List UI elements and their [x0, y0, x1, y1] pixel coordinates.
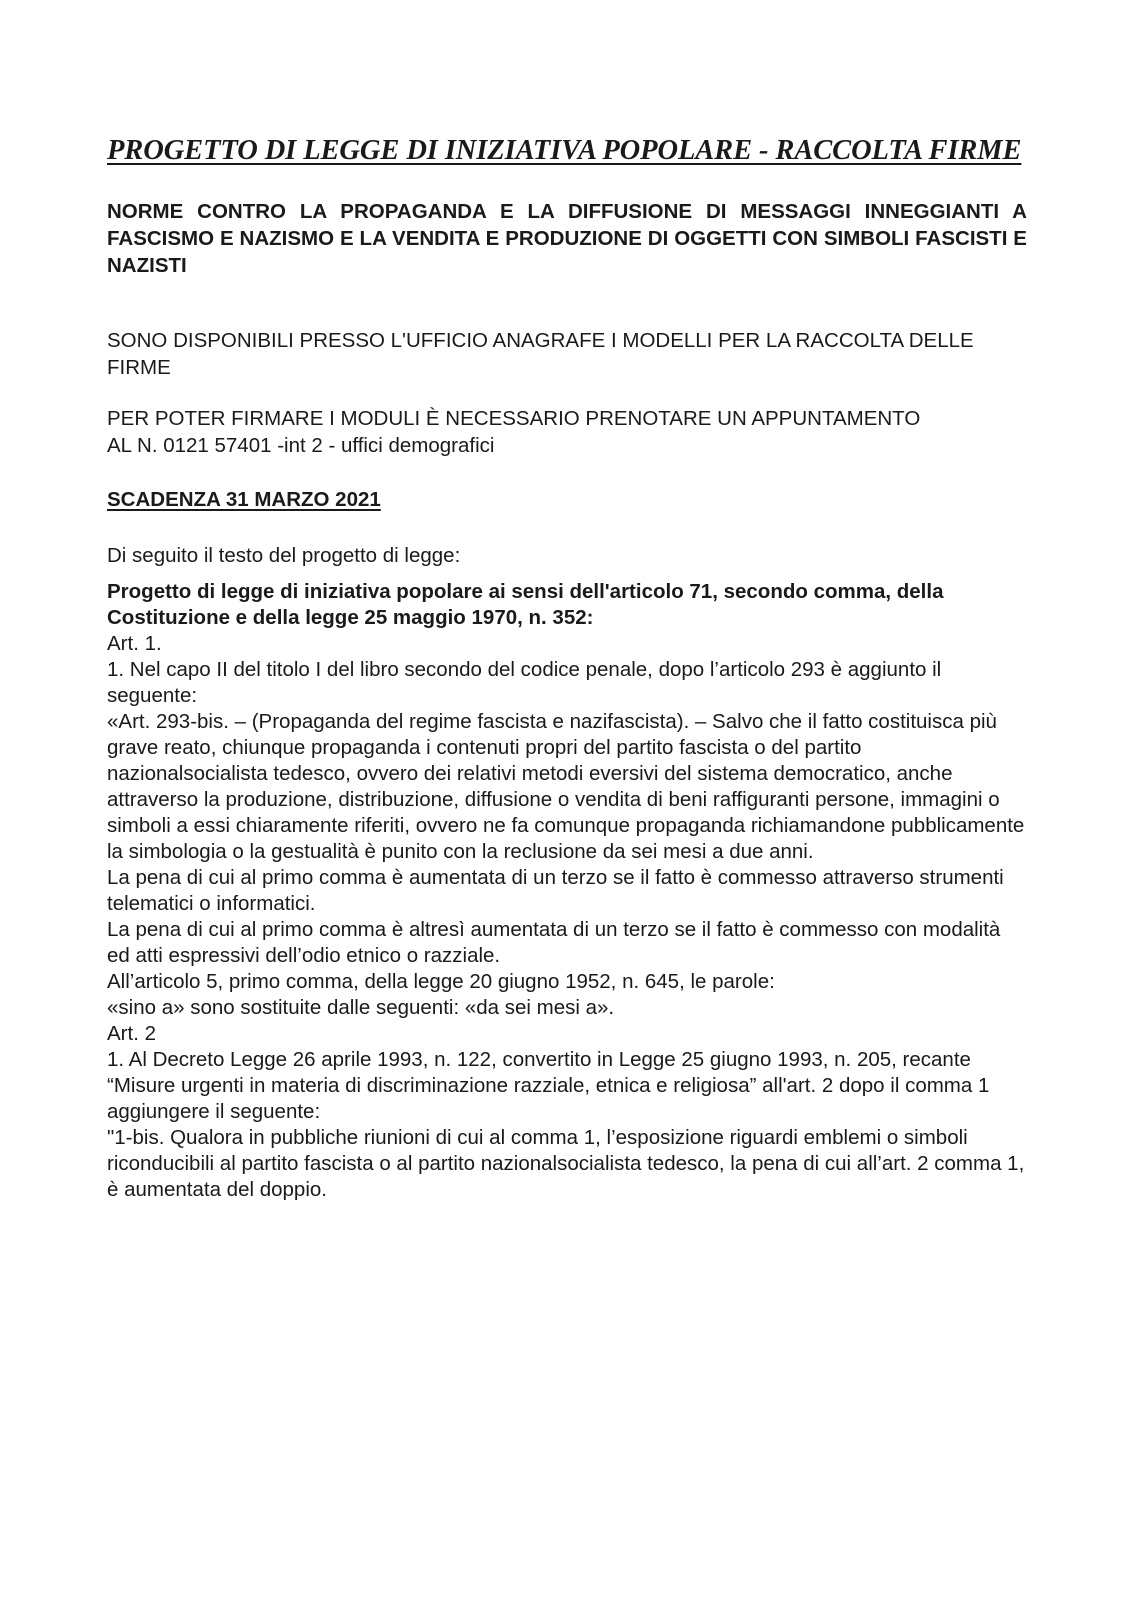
- law-paragraph: La pena di cui al primo comma è altresì aumentata di un terzo se il fatto è commesso con modalità ed atti espressivi dell’odio etnico o razziale.: [107, 918, 1001, 967]
- law-paragraph: La pena di cui al primo comma è aumentata di un terzo se il fatto è commesso attraverso strumenti telematici o informatici.: [107, 866, 1004, 915]
- law-paragraph: 1. Nel capo II del titolo I del libro secondo del codice penale, dopo l’articolo 293 è aggiunto il seguente:: [107, 658, 942, 707]
- document-subtitle: NORME CONTRO LA PROPAGANDA E LA DIFFUSIONE DI MESSAGGI INNEGGIANTI A FASCISMO E NAZISMO E LA VENDITA E PRODUZIONE DI OGGETTI CON SIMBOLI FASCISTI E NAZISTI: [107, 200, 1027, 277]
- law-paragraph: "1-bis. Qualora in pubbliche riunioni di cui al comma 1, l’esposizione riguardi emblemi o simboli riconducibili al partito fascista o al partito nazionalsocialista tedesco, la pena di cui all’art. 2 comma 1, è aumentata del doppio.: [107, 1126, 1025, 1201]
- law-paragraph: 1. Al Decreto Legge 26 aprile 1993, n. 122, convertito in Legge 25 giugno 1993, n. 205, recante “Misure urgenti in materia di discriminazione razziale, etnica e religiosa” all'art. 2 dopo il comma 1 aggiungere il seguente:: [107, 1048, 990, 1123]
- office-notice: SONO DISPONIBILI PRESSO L'UFFICIO ANAGRAFE I MODELLI PER LA RACCOLTA DELLE FIRME: [107, 329, 974, 379]
- deadline-text: SCADENZA 31 MARZO 2021: [107, 488, 381, 511]
- appointment-notice-line-1: PER POTER FIRMARE I MODULI È NECESSARIO PRENOTARE UN APPUNTAMENTO: [107, 407, 921, 430]
- law-paragraph: Art. 2: [107, 1022, 156, 1045]
- law-paragraph: «Art. 293-bis. – (Propaganda del regime fascista e nazifascista). – Salvo che il fatto costituisca più grave reato, chiunque propaganda i contenuti propri del partito fascista o del partito nazionalsocialista tedesco, ovvero dei relativi metodi eversivi del sistema democratico, anche attraverso la produzione, distribuzione, diffusione o vendita di beni raffiguranti persone, immagini o simboli a essi chiaramente riferiti, ovvero ne fa comunque propaganda richiamandone pubblicamente la simbologia o la gestualità è punito con la reclusione da sei mesi a due anni.: [107, 710, 1025, 863]
- appointment-notice: [107, 406, 1027, 459]
- intro-text: Di seguito il testo del progetto di legge:: [107, 544, 461, 567]
- law-paragraph: All’articolo 5, primo comma, della legge 20 giugno 1952, n. 645, le parole:: [107, 970, 775, 993]
- law-text: [107, 579, 1027, 1203]
- document-title: PROGETTO DI LEGGE DI INIZIATIVA POPOLARE - RACCOLTA FIRME: [107, 135, 1022, 166]
- law-paragraph: «sino a» sono sostituite dalle seguenti: «da sei mesi a».: [107, 996, 615, 1019]
- appointment-notice-line-2: AL N. 0121 57401 -int 2 - uffici demografici: [107, 433, 495, 457]
- law-paragraph: Art. 1.: [107, 632, 162, 655]
- law-heading: Progetto di legge di iniziativa popolare ai sensi dell'articolo 71, secondo comma, della Costituzione e della legge 25 maggio 1970, n. 352:: [107, 580, 944, 629]
